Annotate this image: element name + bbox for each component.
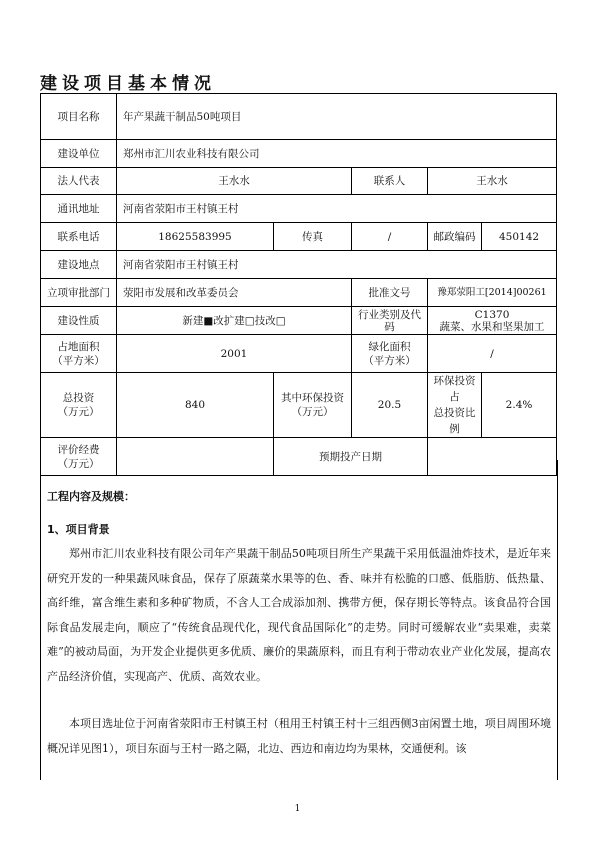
area-label-line2: （平方米）	[52, 354, 105, 367]
approval-dept-value: 荥阳市发展和改革委员会	[117, 279, 352, 307]
industry-code: C1370	[474, 308, 510, 321]
start-date-label: 预期投产日期	[274, 438, 428, 476]
postcode-value: 450142	[482, 223, 557, 251]
area-label	[41, 335, 117, 373]
industry-name: 蔬菜、水果和坚果加工	[439, 320, 545, 333]
eval-fee-label-line2: （万元）	[57, 457, 100, 470]
eval-fee-label-line1: 评价经费	[57, 443, 100, 456]
row-investment	[41, 373, 557, 438]
industry-value	[428, 307, 557, 335]
subsection-heading: 1、项目背景	[47, 523, 110, 536]
paragraph-background: 郑州市汇川农业科技有限公司年产果蔬干制品50吨项目所生产果蔬干采用低温油炸技术，是近年来研究开发的一种果蔬风味食品，保存了原蔬菜水果等的色、香、味并有松脆的口感、低脂肪、低热量、高纤维，富含维生素和多种矿物质，不含人工合成添加剂、携带方便，保存期长等特点。该食品符合国际食品发展走向，顺应了“传统食品现代化，现代食品国际化”的走势。同时可缓解农业“卖果难，卖菜难”的被动局面，为开发企业提供更多优质、廉价的果蔬原料，而且有利于带动农业产业化发展，提高农产品经济价值，实现高产、优质、高效农业。	[47, 547, 551, 683]
page-title: 建设项目基本情况	[40, 74, 216, 94]
legal-rep-value: 王水水	[117, 168, 352, 195]
invest-label	[41, 373, 117, 438]
project-name-value: 年产果蔬干制品50吨项目	[117, 94, 557, 140]
row-project-name	[41, 94, 557, 140]
section-heading: 工程内容及规模：	[47, 490, 135, 503]
ratio-label	[428, 373, 482, 438]
area-value: 2001	[117, 335, 352, 373]
green-label-line1: 绿化面积	[368, 340, 411, 353]
fax-value: /	[352, 223, 428, 251]
postcode-label: 邮政编码	[428, 223, 482, 251]
row-approval	[41, 279, 557, 307]
legal-rep-label: 法人代表	[41, 168, 117, 195]
phone-value: 18625583995	[117, 223, 274, 251]
nature-value: 新建■改扩建□技改□	[117, 307, 352, 335]
ratio-label-line1: 环保投资占	[433, 375, 476, 403]
invest-value: 840	[117, 373, 274, 438]
project-name-label: 项目名称	[41, 94, 117, 140]
ratio-value: 2.4%	[482, 373, 557, 438]
env-invest-label-line1: 其中环保投资	[281, 392, 344, 404]
address-label: 通讯地址	[41, 195, 117, 223]
row-nature	[41, 307, 557, 335]
site-value: 河南省荥阳市王村镇王村	[117, 251, 557, 279]
green-value: /	[428, 335, 557, 373]
env-invest-label	[274, 373, 352, 438]
green-label	[352, 335, 428, 373]
approval-no-label: 批准文号	[352, 279, 428, 307]
approval-no-value: 豫郑荥阳工[2014]00261	[428, 279, 557, 307]
approval-dept-label: 立项审批部门	[41, 279, 117, 307]
contact-label: 联系人	[352, 168, 428, 195]
area-label-line1: 占地面积	[57, 340, 100, 353]
builder-label: 建设单位	[41, 140, 117, 168]
ratio-label-line2: 总投资比例	[433, 407, 476, 435]
row-phone	[41, 223, 557, 251]
builder-value: 郑州市汇川农业科技有限公司	[117, 140, 557, 168]
row-area	[41, 335, 557, 373]
industry-label: 行业类别及代码	[352, 307, 428, 335]
green-label-line2: （平方米）	[363, 354, 416, 367]
row-site	[41, 251, 557, 279]
phone-label: 联系电话	[41, 223, 117, 251]
row-legal-rep	[41, 168, 557, 195]
env-invest-label-line2: （万元）	[291, 406, 334, 418]
project-info-table	[40, 93, 557, 476]
nature-label: 建设性质	[41, 307, 117, 335]
paragraph-location: 本项目选址位于河南省荥阳市王村镇王村（租用王村镇王村十三组西侧3亩闲置土地，项目周围环境概况详见图1），项目东面与王村一路之隔，北边、西边和南边均为果林，交通便利。该	[47, 717, 551, 755]
fax-label: 传真	[274, 223, 352, 251]
env-invest-value: 20.5	[352, 373, 428, 438]
page-number: 1	[294, 804, 301, 814]
row-builder	[41, 140, 557, 168]
invest-label-line1: 总投资	[62, 392, 95, 404]
address-value: 河南省荥阳市王村镇王村	[117, 195, 557, 223]
contact-value: 王水水	[428, 168, 557, 195]
row-address	[41, 195, 557, 223]
invest-label-line2: （万元）	[57, 406, 100, 418]
site-label: 建设地点	[41, 251, 117, 279]
